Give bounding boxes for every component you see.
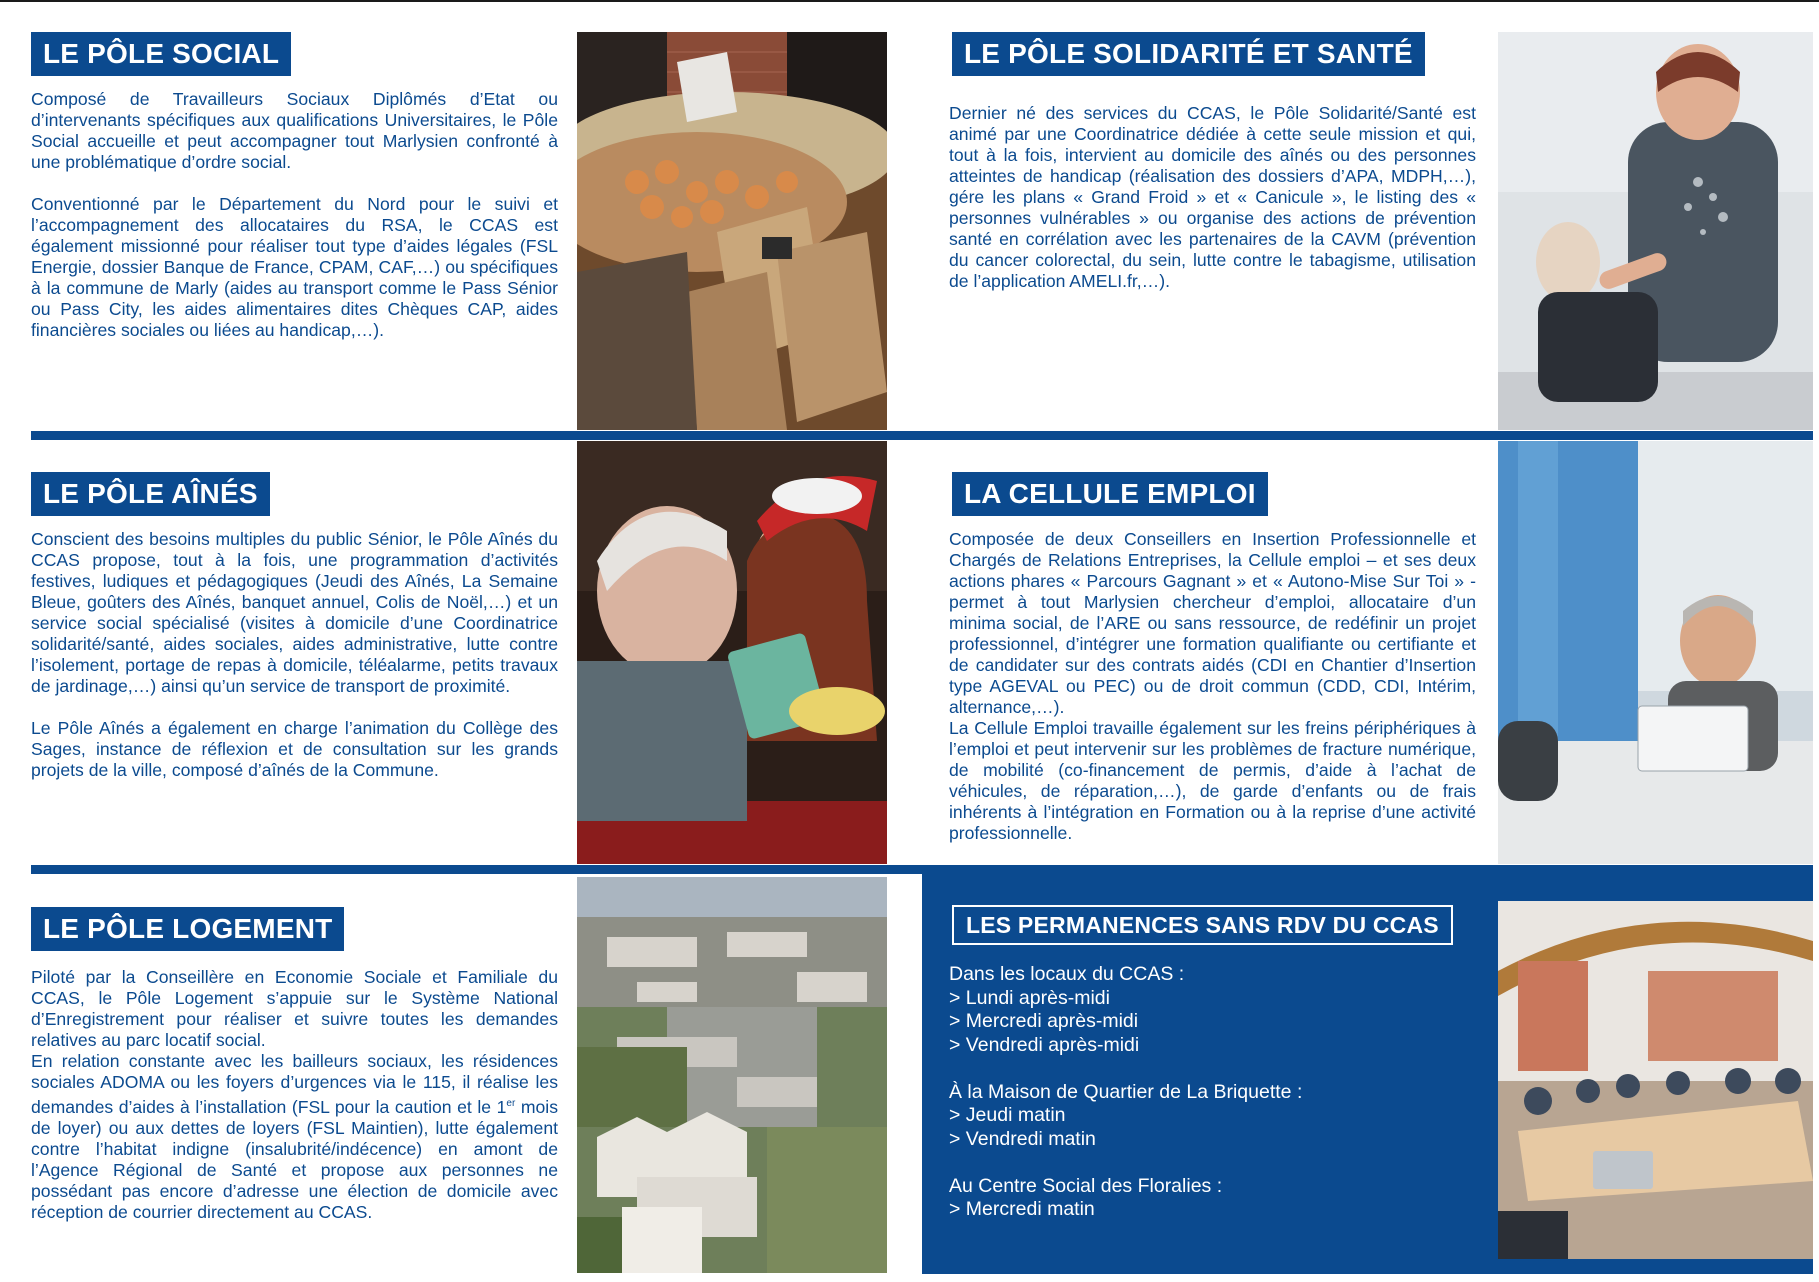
pole-logement-text	[31, 967, 558, 1223]
pole-aines-p1: Conscient des besoins multiples du public Sénior, le Pôle Aînés du CCAS propose, tout à la fois, une programmation d’activités festives, ludiques et pédagogiques (Jeudi des Aînés, La Semaine Bleue, goûters des Aînés, banquet annuel, Colis de Noël,…) et un service social spécialisé (visites à domicile d’une Coordinatrice solidarité/santé, aides sociales, aides administrative, lutte contre l’isolement, portage de repas à domicile, téléalarme, petits travaux de jardinage,…) ainsi qu’un service de transport de proximité.	[31, 529, 558, 696]
divider-row1-left	[31, 431, 887, 440]
cellule-emploi-p1: Composée de deux Conseillers en Insertion Professionnelle et Chargés de Relations Entreprises, la Cellule emploi – et ses deux actions phares « Parcours Gagnant » et « Autono-Mise Sur Toi » - permet à tout Marlysien chercheur d’emploi, allocataire d’un minima social, de l’ARE ou sans ressource, de redéfinir un projet professionnel, d’intégrer une formation qualifiante ou certifiante et de candidater sur des contrats aidés (CDI en Chantier d’Insertion type AGEVAL ou PEC) ou de droit commun (CDD, CDI, Intérim, alternance,…).	[949, 529, 1476, 717]
aerial-housing-illustration	[577, 877, 887, 1273]
permanence-group-floralies	[949, 1175, 1479, 1222]
pole-aines-text	[31, 529, 558, 802]
permanence-slot: > Jeudi matin	[949, 1104, 1066, 1126]
seniors-christmas-illustration	[577, 441, 887, 864]
pole-logement-p1: Piloté par la Conseillère en Economie Sociale et Familiale du CCAS, le Pôle Logement s’appuie sur le Système National d’Enregistrement pour réaliser et suivre toutes les demandes relatives au parc locatif social.	[31, 967, 558, 1050]
divider-row2-right	[887, 865, 1813, 874]
permanence-slot: > Vendredi matin	[949, 1127, 1096, 1150]
aerial-housing-photo	[577, 877, 887, 1273]
cellule-emploi-title: LA CELLULE EMPLOI	[952, 472, 1268, 516]
permanence-heading: Au Centre Social des Floralies :	[949, 1174, 1223, 1197]
permanence-slot: > Vendredi après-midi	[949, 1033, 1140, 1056]
pole-solidarite-title: LE PÔLE SOLIDARITÉ ET SANTÉ	[952, 32, 1425, 76]
permanence-slot: > Mercredi après-midi	[949, 1010, 1139, 1032]
first-aid-training-photo	[1498, 32, 1813, 430]
food-bank-photo	[577, 32, 887, 430]
pole-logement-title: LE PÔLE LOGEMENT	[31, 907, 344, 951]
employment-illustration	[1498, 441, 1813, 864]
pole-aines-title: LE PÔLE AÎNÉS	[31, 472, 270, 516]
pole-social-p2: Conventionné par le Département du Nord pour le suivi et l’accompagnement des allocataires du RSA, le CCAS est également missionné pour réaliser tout type d’aides légales (FSL Energie, dossier Banque de France, CPAM, CAF,…) ou spécifiques à la commune de Marly (aides au transport comme le Pass Sénior ou Pass City, les aides alimentaires dites Chèques CAP, aides financières sociales ou liées au handicap,…).	[31, 194, 558, 340]
permanence-slot: > Lundi après-midi	[949, 986, 1110, 1009]
permanence-group-briquette	[949, 1081, 1479, 1152]
pole-social-p1: Composé de Travailleurs Sociaux Diplômés d’Etat ou d’intervenants spécifiques aux qualifications Universitaires, le Pôle Social accueille et peut accompagner tout Marlysien confronté à une problématique d’ordre social.	[31, 89, 558, 172]
employment-counselor-photo	[1498, 441, 1813, 864]
permanences-list	[949, 963, 1479, 1245]
meeting-room-photo	[1498, 901, 1813, 1259]
pole-solidarite-p1: Dernier né des services du CCAS, le Pôle Solidarité/Santé est animé par une Coordinatrice dédiée à cette seule mission et qui, tout à la fois, intervient au domicile des aînés ou des personnes atteintes de handicap (réalisation des dossiers d’APA, MDPH,…), gére les plans « Grand Froid » et « Canicule », le listing des « personnes vulnérables » ou organise des actions de prévention santé en corrélation avec les partenaires de la CAVM (prévention du cancer colorectal, du sein, lutte contre le tabagisme, utilisation de l’application AMELI.fr,…).	[949, 103, 1476, 291]
first-aid-illustration	[1498, 32, 1813, 430]
permanence-slot: > Mercredi matin	[949, 1198, 1095, 1220]
cellule-emploi-text	[949, 529, 1476, 844]
pole-aines-p2: Le Pôle Aînés a également en charge l’animation du Collège des Sages, instance de réflexion et de consultation sur les grands projets de la ville, composé d’aînés de la Commune.	[31, 718, 558, 780]
divider-row2-left	[31, 865, 887, 874]
permanence-heading: À la Maison de Quartier de La Briquette :	[949, 1080, 1303, 1103]
divider-row1-right	[887, 431, 1813, 440]
food-bank-illustration	[577, 32, 887, 430]
pole-logement-p2: En relation constante avec les bailleurs sociaux, les résidences sociales ADOMA ou les foyers d’urgences via le 115, il réalise les demandes d’aides à l’installation (FSL pour la caution et le 1er mois de loyer) ou aux dettes de loyers (FSL Maintien), lutte également contre l’habitat indigne (insalubrité/indécence) en amont de l’Agence Régional de Santé et propose aux personnes ne possédant pas encore d’adresse une élection de domicile avec réception de courrier directement au CCAS.	[31, 1051, 558, 1222]
pole-social-text	[31, 89, 558, 362]
top-border	[0, 0, 1819, 2]
pole-solidarite-text	[949, 103, 1476, 292]
permanences-title: LES PERMANENCES SANS RDV DU CCAS	[952, 905, 1453, 945]
seniors-christmas-photo	[577, 441, 887, 864]
permanence-heading: Dans les locaux du CCAS :	[949, 963, 1185, 985]
cellule-emploi-p2: La Cellule Emploi travaille également sur les freins périphériques à l’emploi et peut intervenir sur les problèmes de fracture numérique, de mobilité (co-financement de permis, d’aide à l’achat de véhicules, de réparation,…), de garde d’enfants ou de frais inhérents à l’intégration en Formation ou à la reprise d’une activité professionnelle.	[949, 718, 1476, 843]
meeting-room-illustration	[1498, 901, 1813, 1259]
permanence-group-ccas	[949, 963, 1479, 1057]
pole-social-title: LE PÔLE SOCIAL	[31, 32, 291, 76]
